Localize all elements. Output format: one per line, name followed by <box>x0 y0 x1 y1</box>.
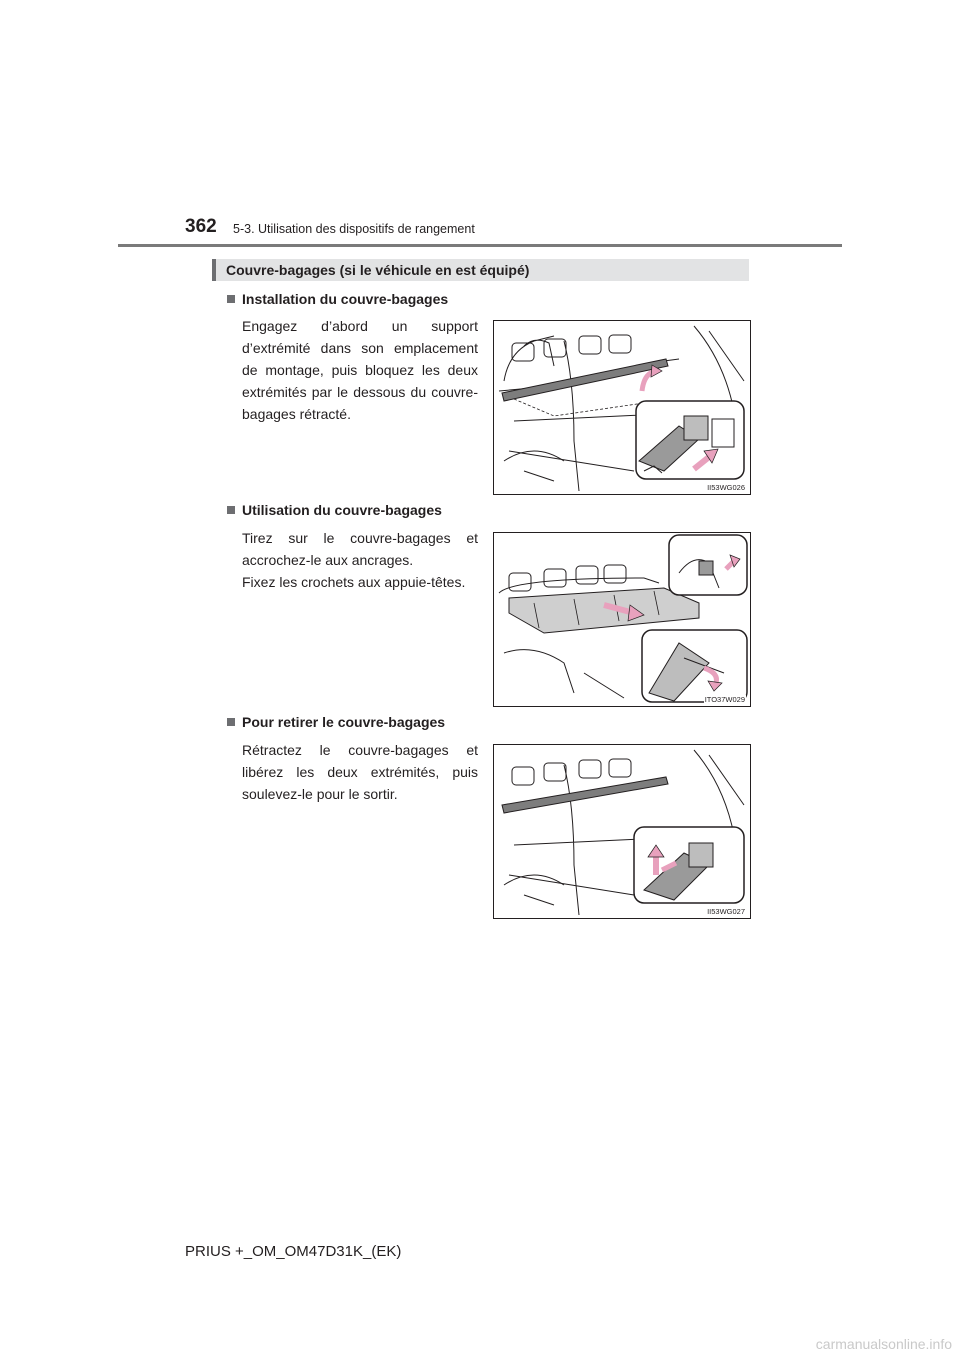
square-bullet-icon <box>227 295 235 303</box>
figure-code: II53WG026 <box>707 483 745 492</box>
subheading-installation <box>227 291 448 307</box>
cargo-cover-removal-illustration <box>494 745 750 918</box>
cargo-cover-roll <box>502 777 668 813</box>
figure-removal <box>493 744 751 919</box>
document-reference: PRIUS +_OM_OM47D31K_(EK) <box>185 1243 402 1260</box>
cargo-cover-install-illustration <box>494 321 750 494</box>
section-bar-stripe <box>212 259 216 281</box>
figure-code: ITO37W029 <box>704 695 745 704</box>
paragraph-usage-1: Tirez sur le couvre-bagages et accrochez-le aux ancrages. <box>242 530 478 568</box>
watermark: carmanualsonline.info <box>815 1336 952 1352</box>
paragraph-installation: Engagez d’abord un support d’extrémité dans son emplacement de montage, puis bloquez les deux extrémités par le dessous du couvre-bagages rétracté. <box>242 318 478 422</box>
section-title: Couvre-bagages (si le véhicule en est équipé) <box>226 262 530 278</box>
page-number: 362 <box>185 216 217 237</box>
paragraph-usage-2: Fixez les crochets aux appuie-têtes. <box>242 574 466 590</box>
subheading-text: Utilisation du couvre-bagages <box>242 502 442 518</box>
subheading-removal <box>227 714 445 730</box>
header-rule <box>118 244 842 247</box>
figure-installation <box>493 320 751 495</box>
square-bullet-icon <box>227 718 235 726</box>
paragraph-removal: Rétractez le couvre-bagages et libérez les deux extrémités, puis soulevez-le pour le sortir. <box>242 742 478 802</box>
section-title-bar <box>212 259 749 281</box>
extended-cargo-cover <box>509 588 699 633</box>
subheading-text: Installation du couvre-bagages <box>242 291 449 307</box>
subheading-usage <box>227 502 442 518</box>
figure-usage <box>493 532 751 707</box>
cargo-cover-usage-illustration <box>494 533 750 706</box>
running-head: 5-3. Utilisation des dispositifs de rangement <box>233 222 475 236</box>
figure-code: II53WG027 <box>707 907 745 916</box>
square-bullet-icon <box>227 506 235 514</box>
subheading-text: Pour retirer le couvre-bagages <box>242 714 446 730</box>
